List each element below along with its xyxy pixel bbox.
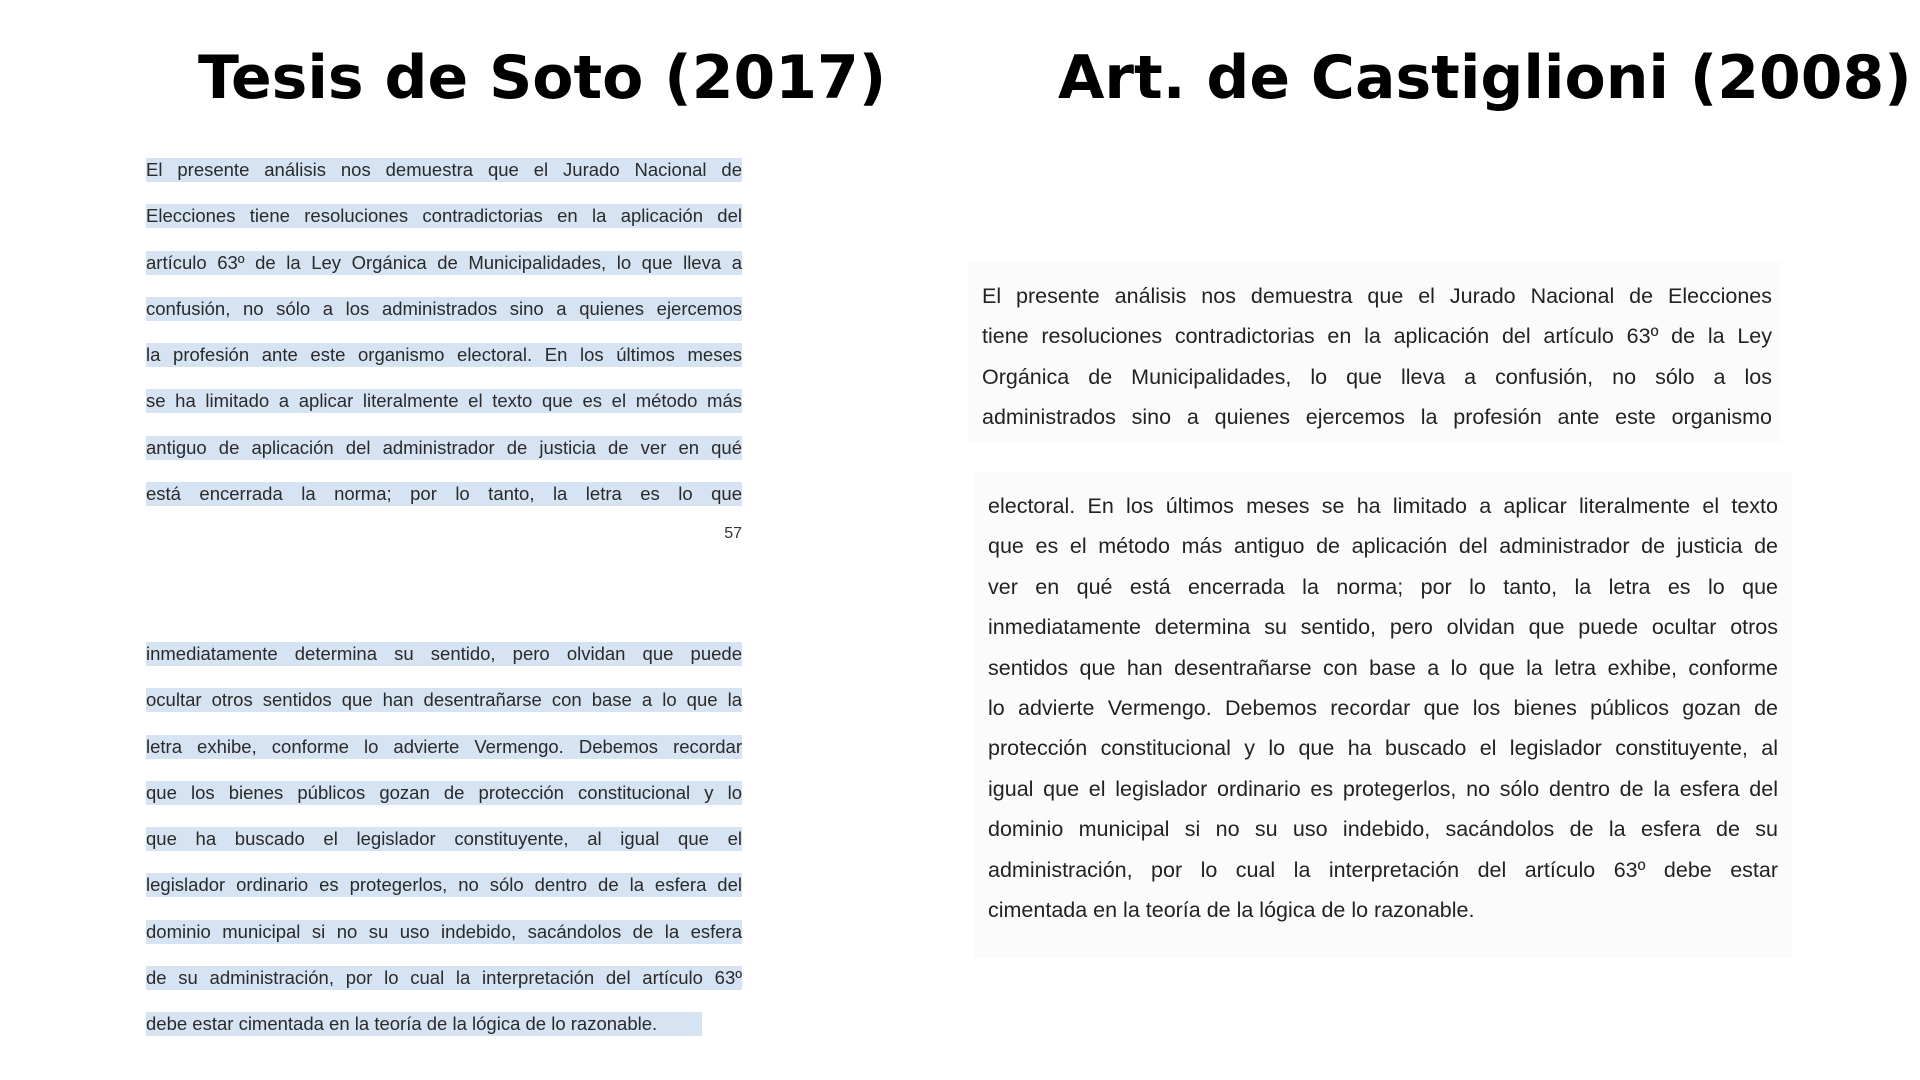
thesis-excerpt-top bbox=[146, 150, 742, 520]
thesis-line: letra exhibe, conforme lo advierte Vermengo. Debemos recordar bbox=[146, 735, 742, 757]
article-line: administrados sino a quienes ejercemos la profesión ante este organismo bbox=[982, 405, 1772, 430]
article-line: El presente análisis nos demuestra que el Jurado Nacional de Elecciones bbox=[982, 284, 1772, 308]
article-line: Orgánica de Municipalidades, lo que lleva a confusión, no sólo a los bbox=[982, 364, 1772, 389]
thesis-line: artículo 63º de la Ley Orgánica de Municipalidades, lo que lleva a bbox=[146, 251, 742, 273]
article-title: Art. de Castiglioni (2008) bbox=[1058, 43, 1912, 113]
page-number: 57 bbox=[724, 525, 742, 542]
article-line: cimentada en la teoría de la lógica de lo razonable. bbox=[988, 897, 1475, 922]
thesis-line: dominio municipal si no su uso indebido, sacándolos de la esfera bbox=[146, 920, 742, 942]
article-line: protección constitucional y lo que ha buscado el legislador constituyente, al bbox=[988, 736, 1778, 761]
article-excerpt-top bbox=[968, 262, 1780, 442]
thesis-title: Tesis de Soto (2017) bbox=[198, 43, 887, 113]
article-line: que es el método más antiguo de aplicación del administrador de justicia de bbox=[988, 534, 1778, 559]
article-line: tiene resoluciones contradictorias en la aplicación del artículo 63º de la Ley bbox=[982, 324, 1772, 349]
thesis-line: inmediatamente determina su sentido, pero olvidan que puede bbox=[146, 643, 742, 664]
thesis-line: ocultar otros sentidos que han desentrañarse con base a lo que la bbox=[146, 689, 742, 711]
article-line: igual que el legislador ordinario es protegerlos, no sólo dentro de la esfera del bbox=[988, 776, 1778, 801]
thesis-line: Elecciones tiene resoluciones contradictorias en la aplicación del bbox=[146, 205, 742, 227]
thesis-line: debe estar cimentada en la teoría de la lógica de lo razonable. bbox=[146, 1004, 742, 1050]
thesis-line: la profesión ante este organismo electoral. En los últimos meses bbox=[146, 344, 742, 366]
article-line: administración, por lo cual la interpretación del artículo 63º debe estar bbox=[988, 857, 1778, 882]
thesis-excerpt-bottom bbox=[146, 634, 742, 1051]
article-line: lo advierte Vermengo. Debemos recordar que los bienes públicos gozan de bbox=[988, 695, 1778, 720]
thesis-line: se ha limitado a aplicar literalmente el texto que es el método más bbox=[146, 390, 742, 412]
thesis-line: de su administración, por lo cual la interpretación del artículo 63º bbox=[146, 967, 742, 989]
article-line: electoral. En los últimos meses se ha limitado a aplicar literalmente el texto bbox=[988, 494, 1778, 518]
thesis-line: que los bienes públicos gozan de protección constitucional y lo bbox=[146, 781, 742, 803]
thesis-line: confusión, no sólo a los administrados sino a quienes ejercemos bbox=[146, 297, 742, 319]
article-line: inmediatamente determina su sentido, pero olvidan que puede ocultar otros bbox=[988, 615, 1778, 640]
thesis-line: El presente análisis nos demuestra que el Jurado Nacional de bbox=[146, 159, 742, 180]
article-line: ver en qué está encerrada la norma; por lo tanto, la letra es lo que bbox=[988, 574, 1778, 599]
thesis-line: que ha buscado el legislador constituyente, al igual que el bbox=[146, 828, 742, 850]
article-line: dominio municipal si no su uso indebido, sacándolos de la esfera de su bbox=[988, 817, 1778, 842]
thesis-line: legislador ordinario es protegerlos, no sólo dentro de la esfera del bbox=[146, 874, 742, 896]
thesis-line: está encerrada la norma; por lo tanto, la letra es lo que bbox=[146, 483, 742, 505]
article-excerpt-bottom bbox=[974, 472, 1792, 958]
article-line: sentidos que han desentrañarse con base a lo que la letra exhibe, conforme bbox=[988, 655, 1778, 680]
thesis-line: antiguo de aplicación del administrador de justicia de ver en qué bbox=[146, 436, 742, 458]
